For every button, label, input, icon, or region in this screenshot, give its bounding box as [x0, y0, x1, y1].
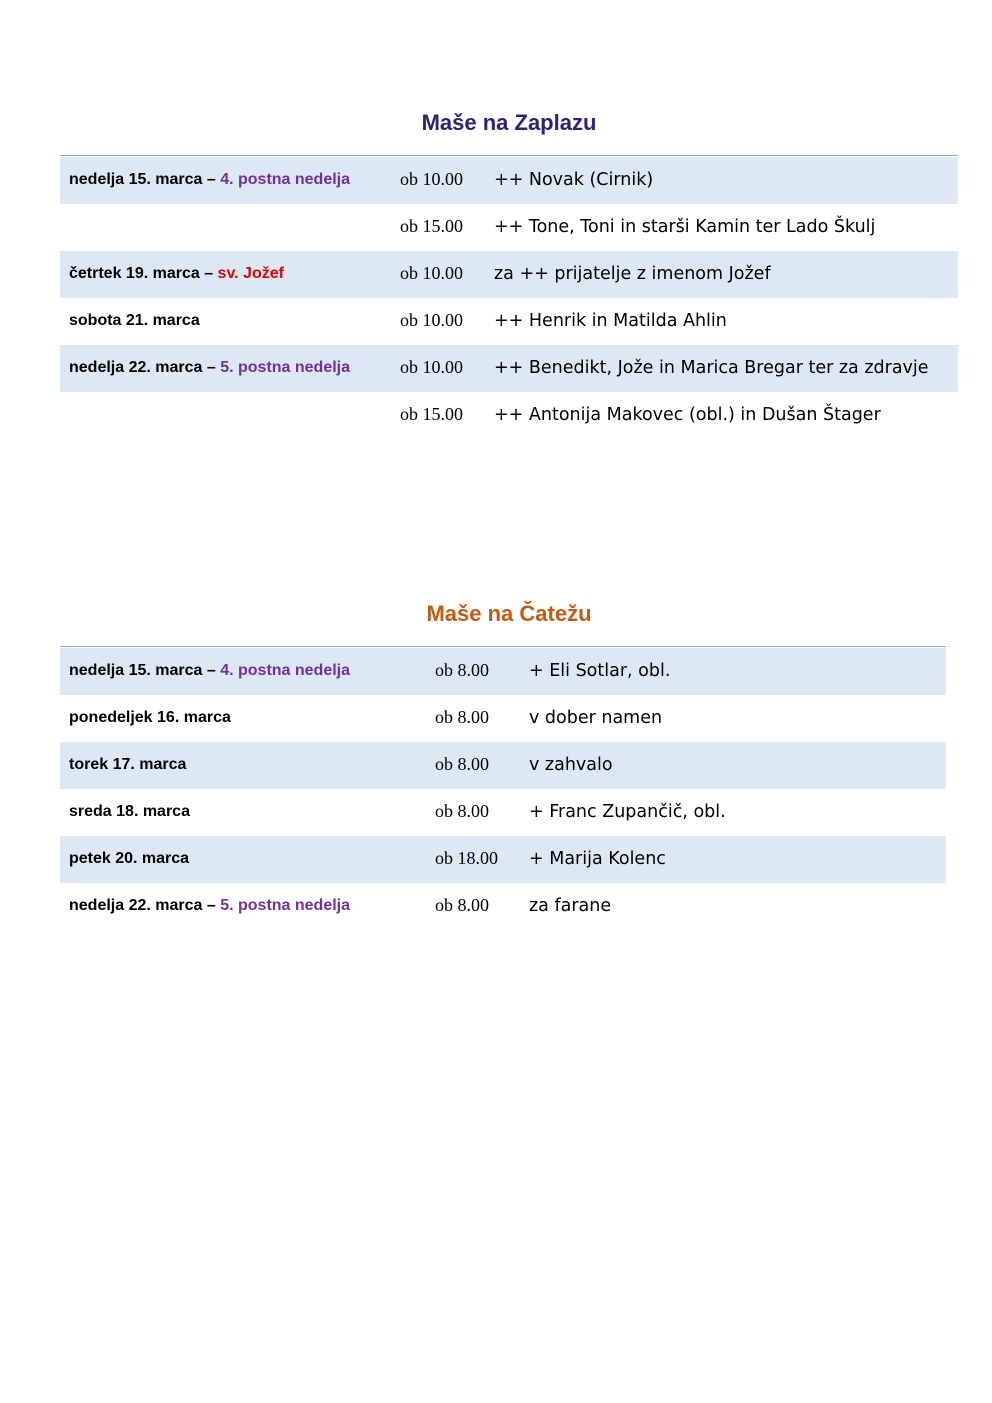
day-cell: sobota 21. marca	[69, 312, 200, 329]
table-row	[60, 298, 958, 345]
table-row	[60, 345, 958, 392]
time-cell: ob 8.00	[435, 754, 489, 774]
feast-label: 5. postna nedelja	[220, 897, 351, 914]
feast-label: 4. postna nedelja	[220, 171, 351, 188]
table-row	[60, 789, 946, 836]
zaplaz-mass-table	[60, 155, 958, 439]
intention-cell: + Franc Zupančič, obl.	[529, 802, 726, 822]
feast-label: sv. Jožef	[217, 265, 284, 282]
day-cell: petek 20. marca	[69, 850, 190, 867]
intention-cell: + Eli Sotlar, obl.	[529, 661, 671, 681]
time-cell: ob 10.00	[400, 357, 463, 377]
time-cell: ob 18.00	[435, 848, 498, 868]
table-row	[60, 204, 958, 251]
table-row	[60, 392, 958, 439]
table-row	[60, 157, 958, 204]
table-row	[60, 742, 946, 789]
day-cell: nedelja 15. marca – 4. postna nedelja	[69, 662, 351, 679]
time-cell: ob 8.00	[435, 801, 489, 821]
zaplaz-title: Maše na Zaplazu	[421, 110, 597, 135]
intention-cell: za ++ prijatelje z imenom Jožef	[494, 264, 771, 284]
intention-cell: ++ Antonija Makovec (obl.) in Dušan Štager	[494, 405, 881, 425]
table-row	[60, 648, 946, 695]
catez-mass-table	[60, 646, 946, 930]
table-row	[60, 251, 958, 298]
time-cell: ob 8.00	[435, 660, 489, 680]
time-cell: ob 15.00	[400, 404, 463, 424]
time-cell: ob 10.00	[400, 310, 463, 330]
intention-cell: ++ Benedikt, Jože in Marica Bregar ter za zdravje	[494, 358, 929, 378]
intention-cell: v dober namen	[529, 708, 663, 728]
intention-cell: + Marija Kolenc	[529, 849, 666, 869]
intention-cell: za farane	[529, 896, 612, 916]
feast-label: 4. postna nedelja	[220, 662, 351, 679]
day-cell: četrtek 19. marca – sv. Jožef	[69, 265, 284, 282]
day-cell: ponedeljek 16. marca	[69, 709, 231, 726]
time-cell: ob 10.00	[400, 263, 463, 283]
time-cell: ob 8.00	[435, 895, 489, 915]
day-cell: nedelja 22. marca – 5. postna nedelja	[69, 359, 351, 376]
day-cell: torek 17. marca	[69, 756, 187, 773]
feast-label: 5. postna nedelja	[220, 359, 351, 376]
time-cell: ob 8.00	[435, 707, 489, 727]
catez-title: Maše na Čatežu	[426, 601, 592, 626]
intention-cell: ++ Tone, Toni in starši Kamin ter Lado Škulj	[494, 217, 876, 237]
time-cell: ob 15.00	[400, 216, 463, 236]
day-cell: sreda 18. marca	[69, 803, 190, 820]
table-row	[60, 695, 946, 742]
table-row	[60, 836, 946, 883]
table-row	[60, 883, 946, 930]
intention-cell: ++ Henrik in Matilda Ahlin	[494, 311, 727, 331]
day-cell: nedelja 22. marca – 5. postna nedelja	[69, 897, 351, 914]
time-cell: ob 10.00	[400, 169, 463, 189]
intention-cell: v zahvalo	[529, 755, 613, 775]
intention-cell: ++ Novak (Cirnik)	[494, 170, 654, 190]
day-cell: nedelja 15. marca – 4. postna nedelja	[69, 171, 351, 188]
